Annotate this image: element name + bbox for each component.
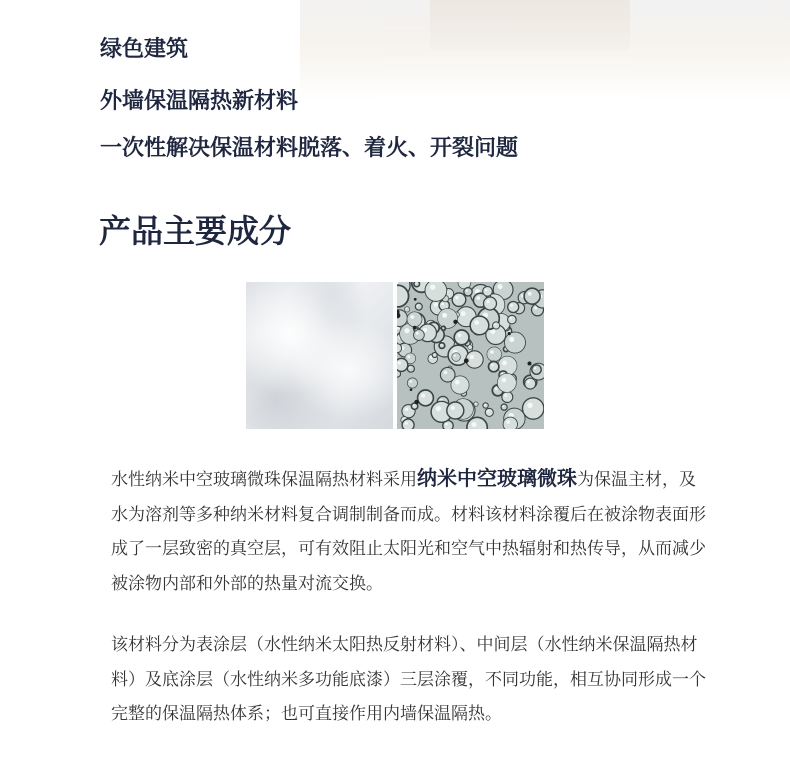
paragraph1-rest: 为保温主材，及水为溶剂等多种纳米材料复合调制制备而成。材料该材料涂覆后在被涂物表面形成了一层致密的真空层，可有效阻止太阳光和空气中热辐射和热传导，从而减少被涂物内部和外部的热量对流交换。 xyxy=(111,470,706,594)
microbead-glyph xyxy=(532,365,541,374)
microbead-glyph xyxy=(474,402,478,406)
brochure-image xyxy=(430,0,630,50)
microbead-highlight xyxy=(436,406,441,411)
microbead-glyph xyxy=(404,307,409,312)
microbead-highlight xyxy=(466,289,468,291)
microbead-highlight xyxy=(486,300,489,303)
microbead-glyph xyxy=(493,322,500,329)
microbead-glyph xyxy=(407,378,417,388)
microbead-highlight xyxy=(434,303,438,307)
microbead-highlight xyxy=(433,354,434,355)
microbead-highlight xyxy=(494,324,496,326)
microbead-highlight xyxy=(454,355,456,357)
microbead-glyph xyxy=(497,373,516,392)
microbead-highlight xyxy=(506,420,510,424)
microbeads-microscope-photo xyxy=(397,282,544,429)
microbead-glyph xyxy=(439,343,445,349)
microbead-glyph xyxy=(438,308,458,328)
microbead-highlight xyxy=(441,303,444,306)
paragraph1-lead: 水性纳米中空玻璃微珠保温隔热材料采用 xyxy=(111,470,417,490)
microbead-glyph xyxy=(397,344,402,353)
microbead-glyph xyxy=(432,353,437,358)
microbead-glyph xyxy=(502,392,513,403)
debris-speck xyxy=(508,332,511,335)
microbead-highlight xyxy=(510,304,513,307)
microbead-highlight xyxy=(406,308,407,309)
microbead-highlight xyxy=(534,307,537,310)
microbead-highlight xyxy=(416,332,419,335)
microbead-highlight xyxy=(534,367,536,369)
microbead-highlight xyxy=(409,367,411,369)
microbead-glyph xyxy=(483,403,488,408)
microbead-glyph xyxy=(402,419,414,429)
microbead-highlight xyxy=(527,403,532,408)
powder-photo xyxy=(246,282,393,429)
microbead-glyph xyxy=(447,402,464,419)
microbead-highlight xyxy=(502,361,507,366)
microbead-highlight xyxy=(410,380,413,383)
microbead-glyph xyxy=(523,398,544,419)
microbead-highlight xyxy=(469,346,470,347)
microbead-highlight xyxy=(410,315,414,319)
paragraph1-emphasis: 纳米中空玻璃微珠 xyxy=(417,466,577,490)
microbead-highlight xyxy=(413,405,415,407)
top-banner-photo xyxy=(300,0,790,100)
microbead-glyph xyxy=(440,367,455,382)
microbead-highlight xyxy=(487,410,489,412)
microbead-glyph xyxy=(425,282,447,301)
microbead-highlight xyxy=(504,394,507,397)
microbead-highlight xyxy=(442,327,443,328)
microbead-highlight xyxy=(484,404,485,405)
microbead-glyph xyxy=(466,351,483,368)
headline-new-material: 外墙保温隔热新材料 xyxy=(100,89,299,114)
microbead-highlight xyxy=(510,317,512,319)
microbead-glyph xyxy=(452,353,461,362)
debris-speck xyxy=(410,388,413,391)
microbead-glyph xyxy=(484,297,497,310)
microbead-highlight xyxy=(430,285,435,290)
microbead-highlight xyxy=(461,311,466,316)
microbead-glyph xyxy=(508,315,517,324)
microbead-glyph xyxy=(397,358,408,371)
microbead-glyph xyxy=(524,288,540,304)
microbead-glyph xyxy=(503,417,517,429)
microbead-highlight xyxy=(475,403,476,404)
debris-speck xyxy=(528,362,532,366)
microbead-glyph xyxy=(454,330,469,345)
microbead-highlight xyxy=(442,313,447,318)
microbead-highlight xyxy=(451,406,455,410)
microbead-glyph xyxy=(414,282,420,287)
microbead-glyph xyxy=(505,332,526,353)
microbead-highlight xyxy=(491,364,494,367)
layers-description-paragraph: 该材料分为表涂层（水性纳米太阳热反射材料）、中间层（水性纳米保温隔热材料）及底涂层（水性纳米多功能底漆）三层涂覆，不同功能，相互协同形成一个完整的保温隔热体系；也可直接作用内墙保温隔热。 xyxy=(111,635,706,724)
microbead-glyph xyxy=(414,330,425,341)
microbead-highlight xyxy=(477,296,481,300)
microbead-highlight xyxy=(498,284,503,289)
microbead-glyph xyxy=(452,293,466,307)
microbead-glyph xyxy=(415,303,422,310)
microbead-glyph xyxy=(407,365,414,372)
microbead-glyph xyxy=(464,288,472,296)
microbead-highlight xyxy=(495,387,498,390)
microbead-highlight xyxy=(472,422,477,427)
microbead-glyph xyxy=(489,361,499,371)
product-description-paragraph xyxy=(111,461,711,601)
microbead-glyph xyxy=(468,345,473,350)
debris-speck xyxy=(413,326,417,330)
microbead-highlight xyxy=(455,296,458,299)
microbead-glyph xyxy=(508,302,519,313)
microbead-highlight xyxy=(421,394,425,398)
microbead-highlight xyxy=(405,408,408,411)
section-title: 产品主要成分 xyxy=(99,212,292,250)
microbead-highlight xyxy=(458,333,462,337)
debris-speck xyxy=(414,400,419,405)
microbead-highlight xyxy=(444,371,448,375)
microbead-glyph xyxy=(483,287,493,297)
debris-speck xyxy=(414,298,417,301)
microbead-highlight xyxy=(404,328,409,333)
microbead-highlight xyxy=(398,361,401,364)
microbead-highlight xyxy=(527,381,530,384)
microbead-glyph xyxy=(487,347,502,362)
microbead-highlight xyxy=(440,344,441,345)
debris-speck xyxy=(453,320,457,324)
microbead-highlight xyxy=(445,423,448,426)
microbead-highlight xyxy=(407,355,410,358)
microbead-highlight xyxy=(402,418,404,420)
microbead-highlight xyxy=(474,320,479,325)
microbead-glyph xyxy=(407,312,422,327)
microbead-highlight xyxy=(470,355,474,359)
microbead-highlight xyxy=(417,305,419,307)
microbead-highlight xyxy=(455,380,460,385)
microbead-highlight xyxy=(490,350,494,354)
microbead-highlight xyxy=(415,282,416,283)
microbead-highlight xyxy=(502,378,507,383)
microbead-highlight xyxy=(502,405,504,407)
microbead-highlight xyxy=(405,422,408,425)
headline-problem-solving: 一次性解决保温材料脱落、着火、开裂问题 xyxy=(100,136,519,161)
microbead-highlight xyxy=(509,337,514,342)
microbead-highlight xyxy=(485,289,487,291)
microbead-glyph xyxy=(525,378,536,389)
headline-green-building: 绿色建筑 xyxy=(100,37,189,62)
microbead-glyph xyxy=(485,408,493,416)
debris-speck xyxy=(464,358,469,363)
microbead-glyph xyxy=(470,316,489,335)
microbead-glyph xyxy=(441,326,445,330)
microbead-highlight xyxy=(528,292,532,296)
microbead-glyph xyxy=(418,390,434,406)
microbead-glyph xyxy=(501,404,507,410)
